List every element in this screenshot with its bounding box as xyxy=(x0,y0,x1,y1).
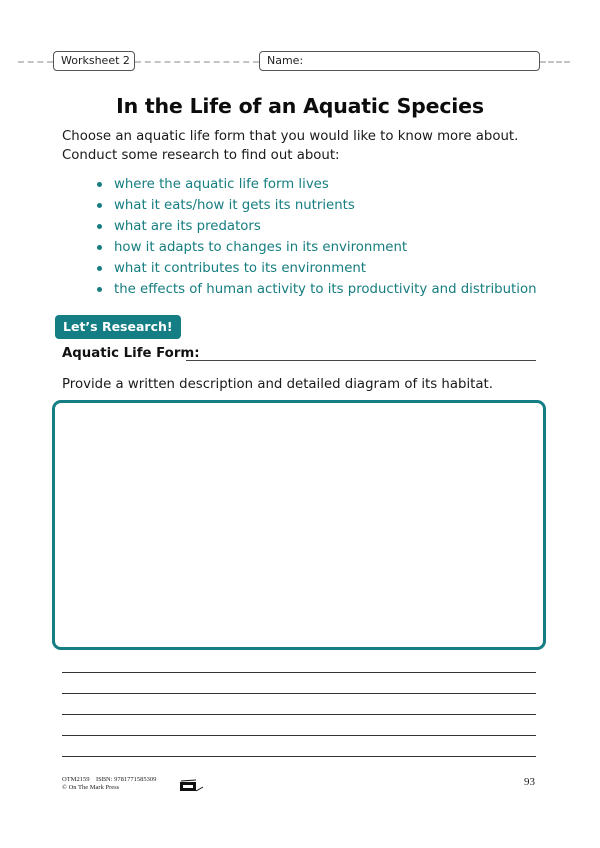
name-label: Name: xyxy=(267,54,304,67)
footer-copyright: © On The Mark Press xyxy=(62,784,120,791)
worksheet-number-label: Worksheet 2 xyxy=(61,54,130,67)
writing-line-5[interactable] xyxy=(62,756,536,757)
list-item: what are its predators xyxy=(96,216,537,237)
list-item: how it adapts to changes in its environment xyxy=(96,237,537,258)
page-title: In the Life of an Aquatic Species xyxy=(116,94,484,118)
habitat-diagram-box[interactable] xyxy=(52,400,546,650)
footer-code-isbn: OTM2159 ISBN: 9781771585309 xyxy=(62,776,157,783)
list-item: what it eats/how it gets its nutrients xyxy=(96,195,537,216)
habitat-prompt: Provide a written description and detailed diagram of its habitat. xyxy=(62,377,493,392)
header-dash-middle xyxy=(135,61,259,63)
worksheet-number-box xyxy=(53,51,135,71)
bullet-icon xyxy=(97,266,102,271)
bullet-icon xyxy=(97,224,102,229)
publisher-logo-icon xyxy=(179,778,205,797)
name-field[interactable] xyxy=(259,51,540,71)
page-number: 93 xyxy=(524,776,535,788)
section-badge: Let’s Research! xyxy=(55,315,181,339)
aquatic-life-form-input-line[interactable] xyxy=(186,360,536,361)
footer-publication-info xyxy=(62,776,156,792)
writing-line-2[interactable] xyxy=(62,693,536,694)
bullet-icon xyxy=(97,203,102,208)
writing-line-3[interactable] xyxy=(62,714,536,715)
list-item: the effects of human activity to its productivity and distribution xyxy=(96,279,537,300)
list-item: what it contributes to its environment xyxy=(96,258,537,279)
bullet-icon xyxy=(97,182,102,187)
research-topics-list xyxy=(96,174,537,300)
writing-line-1[interactable] xyxy=(62,672,536,673)
aquatic-life-form-label: Aquatic Life Form: xyxy=(62,346,200,361)
bullet-icon xyxy=(97,245,102,250)
header-dash-left xyxy=(18,61,53,63)
header-dash-right xyxy=(540,61,570,63)
writing-line-4[interactable] xyxy=(62,735,536,736)
intro-text: Choose an aquatic life form that you would like to know more about. Conduct some research to find out about: xyxy=(62,129,519,163)
list-item: where the aquatic life form lives xyxy=(96,174,537,195)
bullet-icon xyxy=(97,287,102,292)
